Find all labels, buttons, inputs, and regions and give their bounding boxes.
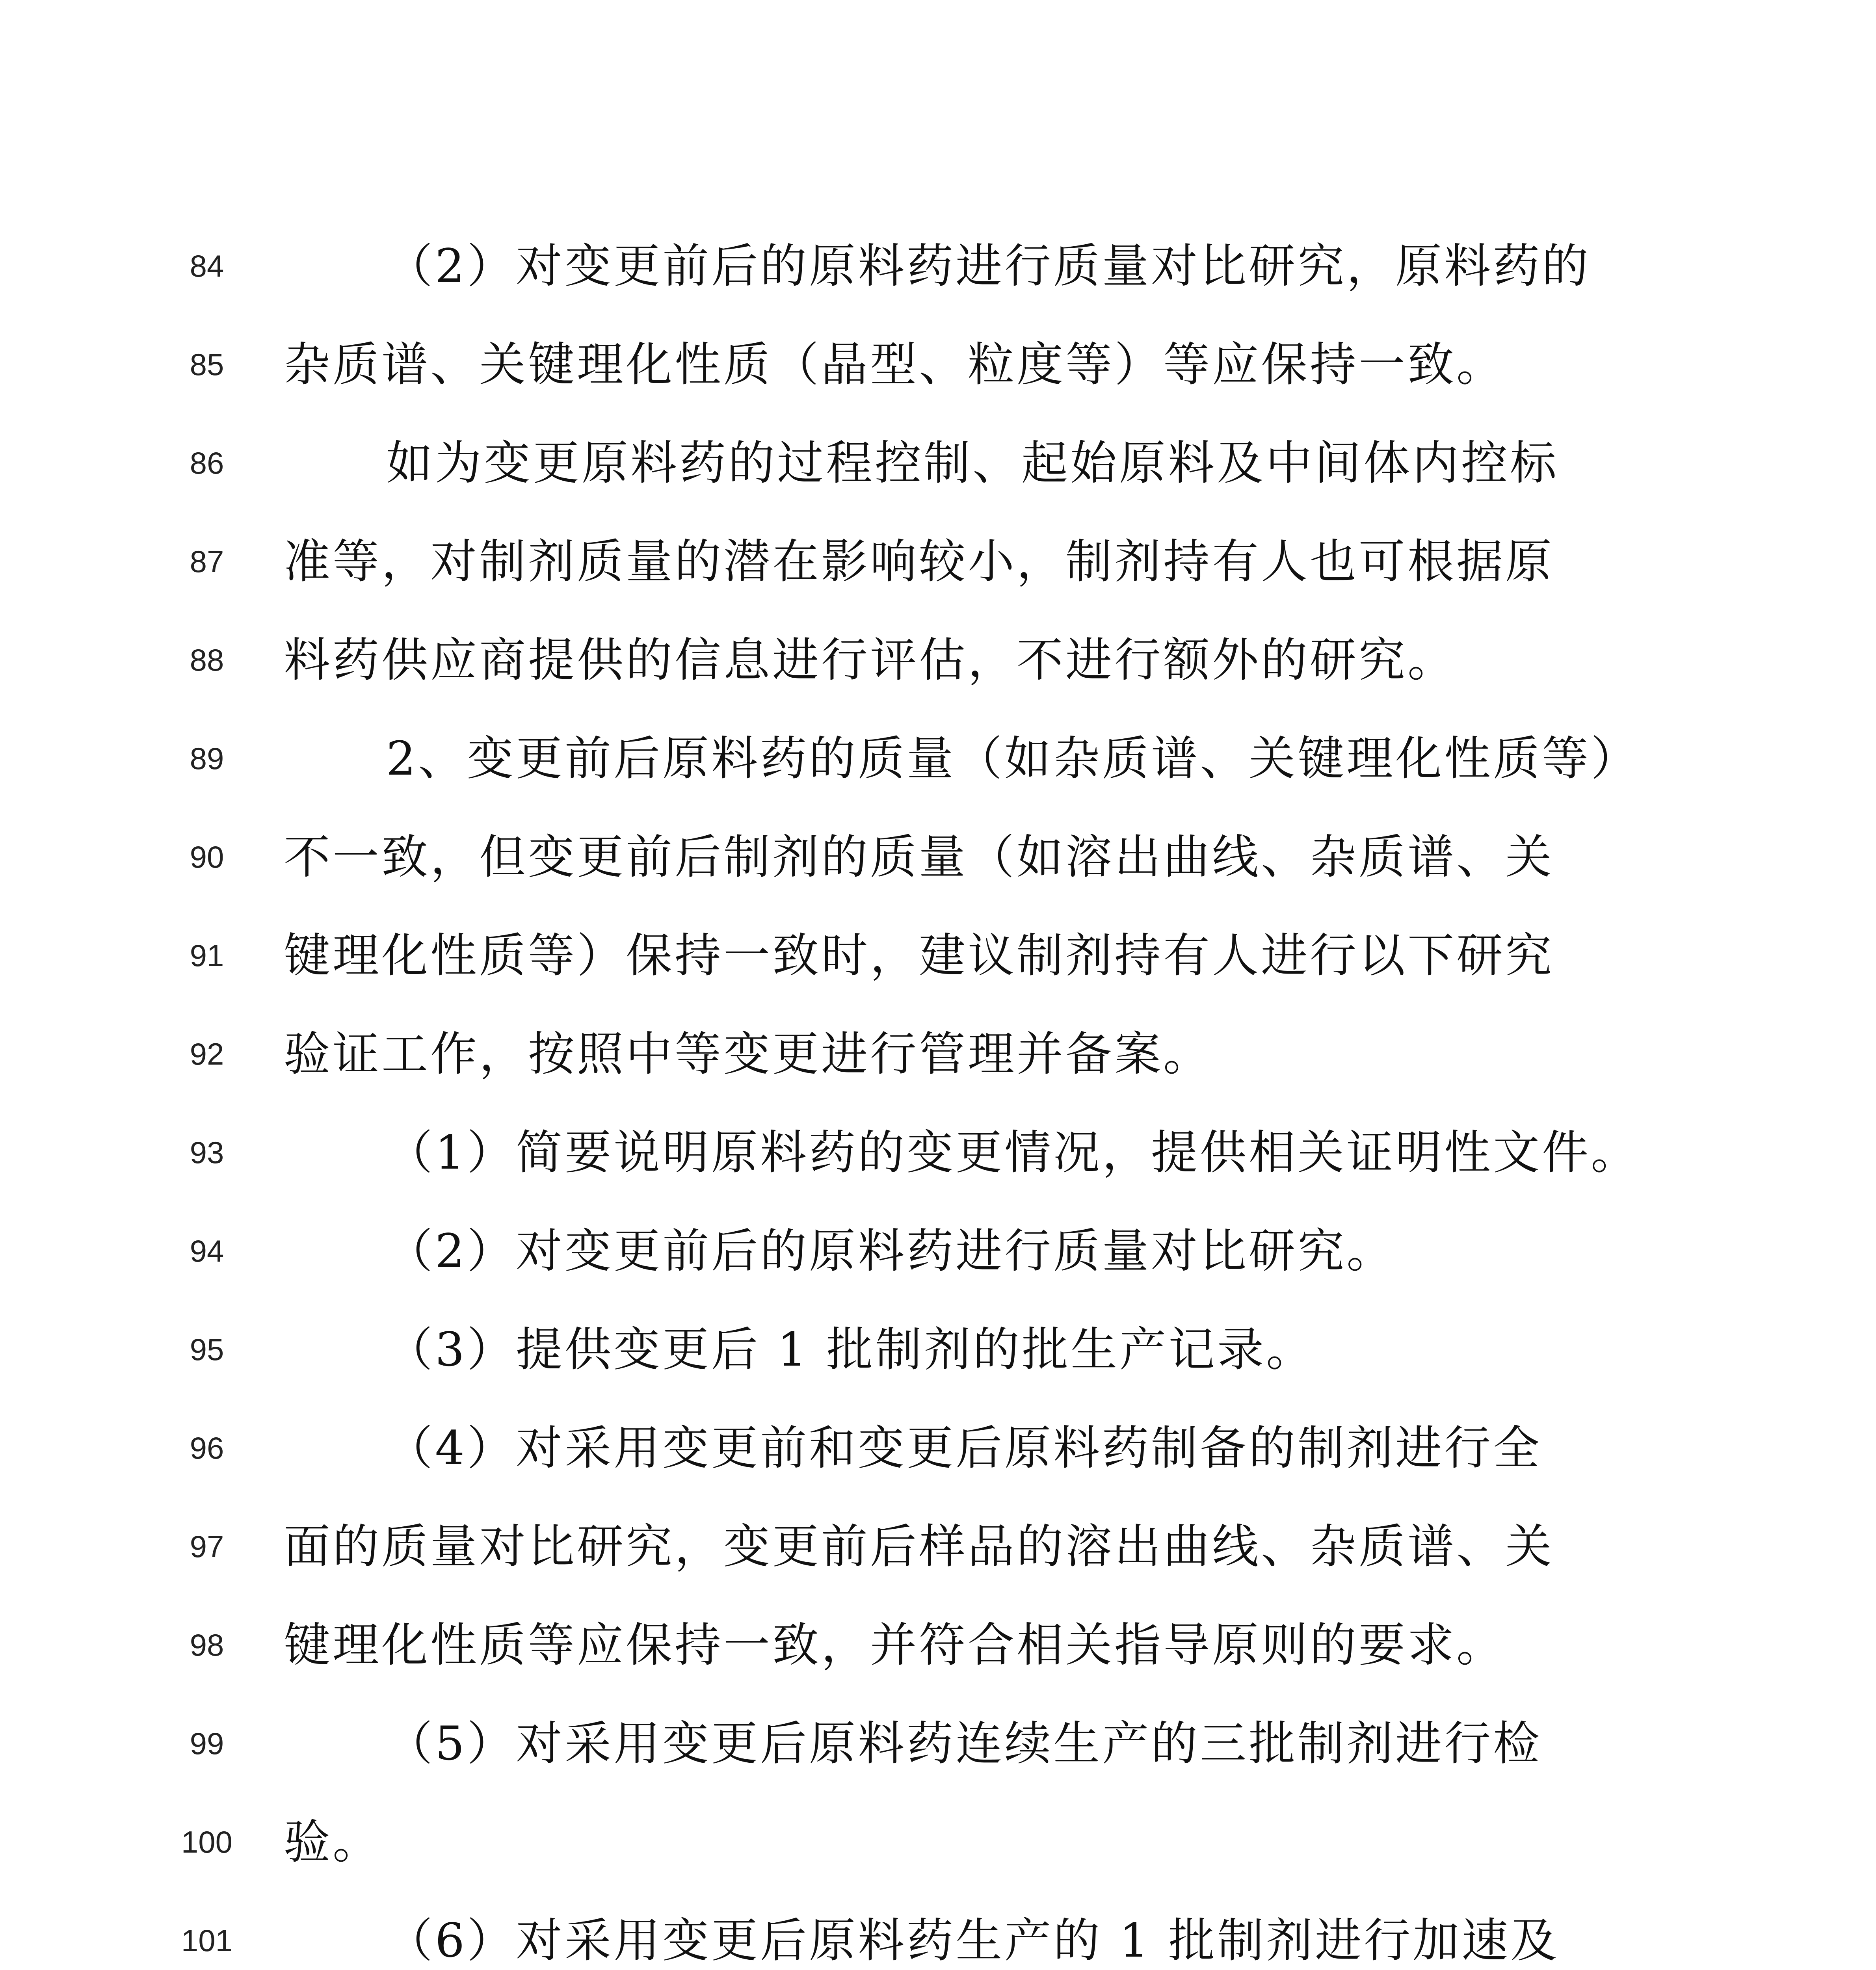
line-number: 89 xyxy=(190,741,224,776)
line-number: 90 xyxy=(190,840,224,874)
line-text: 杂质谱、关键理化性质（晶型、粒度等）等应保持一致。 xyxy=(284,337,1506,392)
line-text: 验。 xyxy=(284,1815,382,1869)
line-number: 86 xyxy=(190,446,224,480)
line-text: （3）提供变更后 1 批制剂的批生产记录。 xyxy=(386,1322,1315,1377)
line-84 xyxy=(0,227,1876,325)
line-86 xyxy=(0,424,1876,522)
line-text: 键理化性质等应保持一致，并符合相关指导原则的要求。 xyxy=(284,1618,1506,1672)
line-text: （1）简要说明原料药的变更情况，提供相关证明性文件。 xyxy=(386,1125,1640,1180)
line-90 xyxy=(0,818,1876,916)
line-number: 97 xyxy=(190,1529,224,1564)
line-98 xyxy=(0,1606,1876,1704)
line-85 xyxy=(0,325,1876,424)
line-99 xyxy=(0,1704,1876,1803)
line-95 xyxy=(0,1310,1876,1409)
line-text: （2）对变更前后的原料药进行质量对比研究，原料药的 xyxy=(386,239,1591,293)
line-text: 不一致，但变更前后制剂的质量（如溶出曲线、杂质谱、关 xyxy=(284,830,1554,884)
line-number: 91 xyxy=(190,938,224,973)
line-number: 101 xyxy=(181,1923,233,1958)
line-number: 85 xyxy=(190,347,224,382)
line-number: 99 xyxy=(190,1726,224,1761)
line-number: 88 xyxy=(190,643,224,677)
line-89 xyxy=(0,719,1876,818)
line-text: （4）对采用变更前和变更后原料药制备的制剂进行全 xyxy=(386,1421,1542,1475)
line-101 xyxy=(0,1901,1876,1970)
line-number: 96 xyxy=(190,1431,224,1465)
line-number: 84 xyxy=(190,249,224,283)
line-94 xyxy=(0,1212,1876,1310)
line-100 xyxy=(0,1803,1876,1901)
line-text: 键理化性质等）保持一致时，建议制剂持有人进行以下研究 xyxy=(284,928,1554,983)
line-number: 95 xyxy=(190,1332,224,1367)
line-87 xyxy=(0,522,1876,621)
line-97 xyxy=(0,1507,1876,1606)
line-91 xyxy=(0,916,1876,1015)
line-text: （2）对变更前后的原料药进行质量对比研究。 xyxy=(386,1224,1396,1278)
line-number: 100 xyxy=(181,1825,233,1859)
line-96 xyxy=(0,1409,1876,1507)
line-number: 98 xyxy=(190,1628,224,1662)
line-92 xyxy=(0,1015,1876,1113)
line-number: 93 xyxy=(190,1135,224,1170)
line-text: 2、变更前后原料药的质量（如杂质谱、关键理化性质等） xyxy=(386,731,1640,786)
line-text: 如为变更原料药的过程控制、起始原料及中间体内控标 xyxy=(386,436,1559,490)
line-text: （5）对采用变更后原料药连续生产的三批制剂进行检 xyxy=(386,1716,1542,1771)
line-text: 面的质量对比研究，变更前后样品的溶出曲线、杂质谱、关 xyxy=(284,1519,1554,1574)
line-text: （6）对采用变更后原料药生产的 1 批制剂进行加速及 xyxy=(386,1913,1560,1968)
line-text: 验证工作，按照中等变更进行管理并备案。 xyxy=(284,1027,1212,1081)
line-text: 准等，对制剂质量的潜在影响较小，制剂持有人也可根据原 xyxy=(284,534,1554,589)
line-text: 料药供应商提供的信息进行评估，不进行额外的研究。 xyxy=(284,633,1457,687)
line-93 xyxy=(0,1113,1876,1212)
line-88 xyxy=(0,621,1876,719)
line-number: 94 xyxy=(190,1234,224,1268)
line-number: 87 xyxy=(190,544,224,579)
line-number: 92 xyxy=(190,1037,224,1071)
